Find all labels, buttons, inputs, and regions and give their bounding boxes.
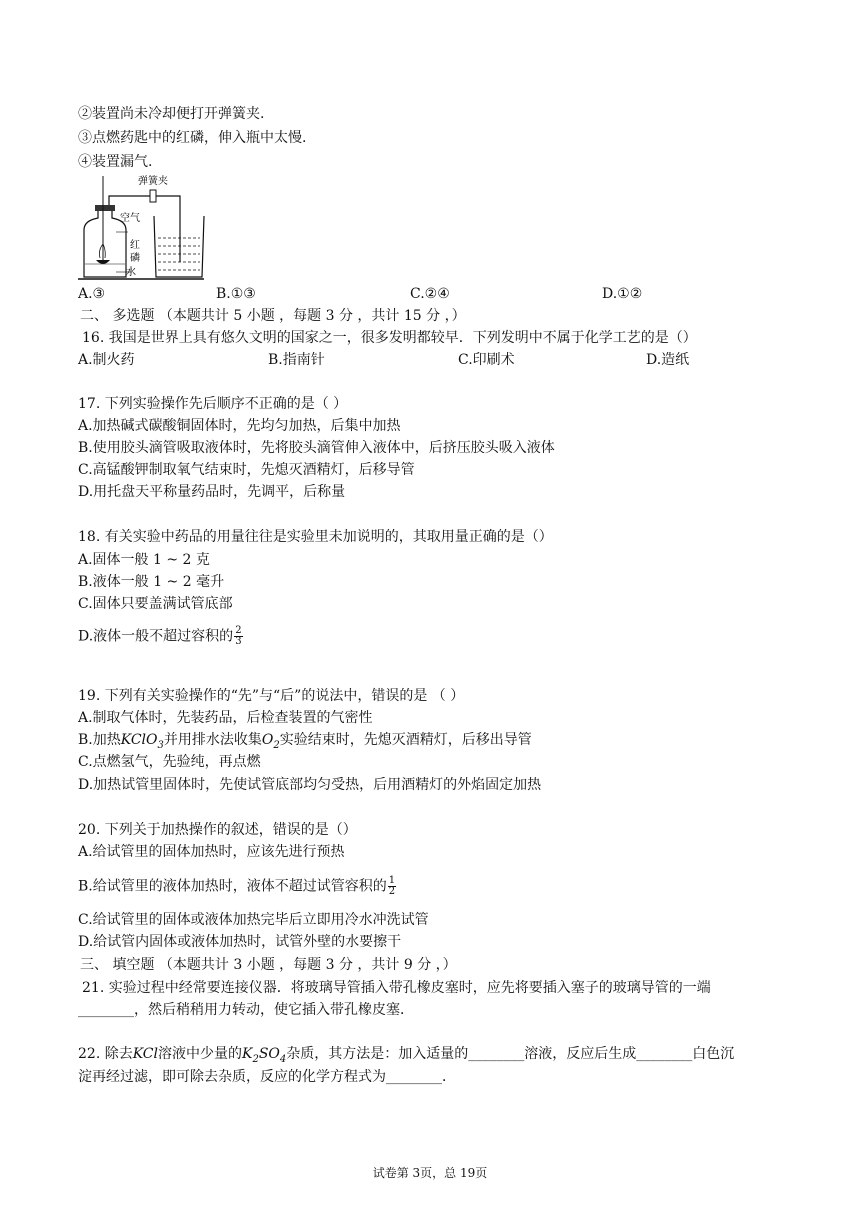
label-water: 水 xyxy=(126,267,136,278)
q19-option-b: B.加热KClO$_3$并用排水法收集$O_2$实验结束时，先熄灭酒精灯，后移出导管 xyxy=(78,732,532,751)
q18-stem: 18. 有关实验中药品的用量往往是实验里未加说明的，其取用量正确的是（） xyxy=(78,529,553,545)
q15-option-a: A.③ xyxy=(78,286,106,302)
q17-option-c: C.高锰酸钾制取氧气结束时，先熄灭酒精灯，后移导管 xyxy=(78,462,415,478)
label-phosphorus-1: 红 xyxy=(130,240,140,251)
q21-line-1: 21. 实验过程中经常要连接仪器．将玻璃导管插入带孔橡皮塞时，应先将要插入塞子的玻璃导管的一端 xyxy=(82,980,711,996)
q19-option-c: C.点燃氢气，先验纯，再点燃 xyxy=(78,754,261,770)
q16-option-c: C.印刷术 xyxy=(458,352,515,368)
formula-kcl: KCl xyxy=(132,1046,158,1062)
q19-option-d: D.加热试管里固体时，先使试管底部均匀受热，后用酒精灯的外焰固定加热 xyxy=(78,777,542,793)
formula-o2: $O_2$ xyxy=(261,732,280,751)
q16-option-a: A.制火药 xyxy=(78,352,135,368)
q18-option-d-text: D.液体一般不超过容积的 xyxy=(78,628,234,645)
q22-line-1: 22. 除去KCl溶液中少量的$K_2SO_4$杂质，其方法是：加入适量的________溶液，反应后生成________白色沉 xyxy=(78,1046,735,1065)
q18-option-b: B.液体一般 1 ~ 2 毫升 xyxy=(78,574,225,590)
q17-option-d: D.用托盘天平称量药品时，先调平，后称量 xyxy=(78,484,346,500)
q18-option-d xyxy=(78,626,243,647)
q15-item-2: ②装置尚未冷却便打开弹簧夹. xyxy=(78,106,265,122)
q18-option-a: A.固体一般 1 ~ 2 克 xyxy=(78,552,210,568)
q18-option-c: C.固体只要盖满试管底部 xyxy=(78,596,233,612)
q22-line-2: 淀再经过滤，即可除去杂质，反应的化学方程式为________． xyxy=(78,1069,456,1085)
fraction-one-half: $\frac{1}{2}$ xyxy=(388,875,396,897)
q20-option-c: C.给试管里的固体或液体加热完毕后立即用冷水冲洗试管 xyxy=(78,912,429,928)
q20-option-d: D.给试管内固体或液体加热时，试管外壁的水要擦干 xyxy=(78,934,402,950)
q20-option-a: A.给试管里的固体加热时，应该先进行预热 xyxy=(78,844,345,860)
q16-stem: 16. 我国是世界上具有悠久文明的国家之一，很多发明都较早．下列发明中不属于化学工艺的是（） xyxy=(82,330,697,346)
q15-option-b: B.①③ xyxy=(216,286,256,302)
q17-option-a: A.加热碱式碳酸铜固体时，先均匀加热，后集中加热 xyxy=(78,418,401,434)
section-3-heading: 三、 填空题 （本题共计 3 小题 ，每题 3 分 ，共计 9 分 ，） xyxy=(80,957,457,973)
label-spring-clip: 弹簧夹 xyxy=(138,176,168,187)
fraction-two-thirds: $\frac{2}{3}$ xyxy=(235,625,242,647)
q15-item-4: ④装置漏气. xyxy=(78,154,153,170)
q17-option-b: B.使用胶头滴管吸取液体时，先将胶头滴管伸入液体中，后挤压胶头吸入液体 xyxy=(78,440,555,456)
apparatus-figure xyxy=(76,172,206,282)
q16-option-d: D.造纸 xyxy=(646,352,690,368)
q19-option-a: A.制取气体时，先装药品，后检查装置的气密性 xyxy=(78,710,373,726)
q21-line-2: ________，然后稍稍用力转动，使它插入带孔橡皮塞． xyxy=(78,1002,414,1018)
section-2-heading: 二、 多选题 （本题共计 5 小题 ，每题 3 分 ，共计 15 分 ，） xyxy=(80,308,466,324)
label-phosphorus-2: 磷 xyxy=(130,253,140,264)
formula-k2so4: $K_2SO_4$ xyxy=(242,1046,287,1065)
formula-kclo3: KClO$_3$ xyxy=(120,732,164,751)
page-footer: 试卷第 3页，总 19页 xyxy=(372,1166,488,1180)
q15-item-3: ③点燃药匙中的红磷，伸入瓶中太慢. xyxy=(78,130,307,146)
q20-option-b xyxy=(78,876,396,897)
q17-stem: 17. 下列实验操作先后顺序不正确的是（ ） xyxy=(78,396,348,412)
q15-option-c: C.②④ xyxy=(410,286,450,302)
label-air: 空气 xyxy=(120,213,140,224)
q15-option-d: D.①② xyxy=(602,286,643,302)
q20-option-b-text: B.给试管里的液体加热时，液体不超过试管容积的 xyxy=(78,878,387,895)
q16-option-b: B.指南针 xyxy=(268,352,325,368)
q19-stem: 19. 下列有关实验操作的“先”与“后”的说法中，错误的是 （ ） xyxy=(78,688,465,704)
q20-stem: 20. 下列关于加热操作的叙述，错误的是（） xyxy=(78,822,357,838)
